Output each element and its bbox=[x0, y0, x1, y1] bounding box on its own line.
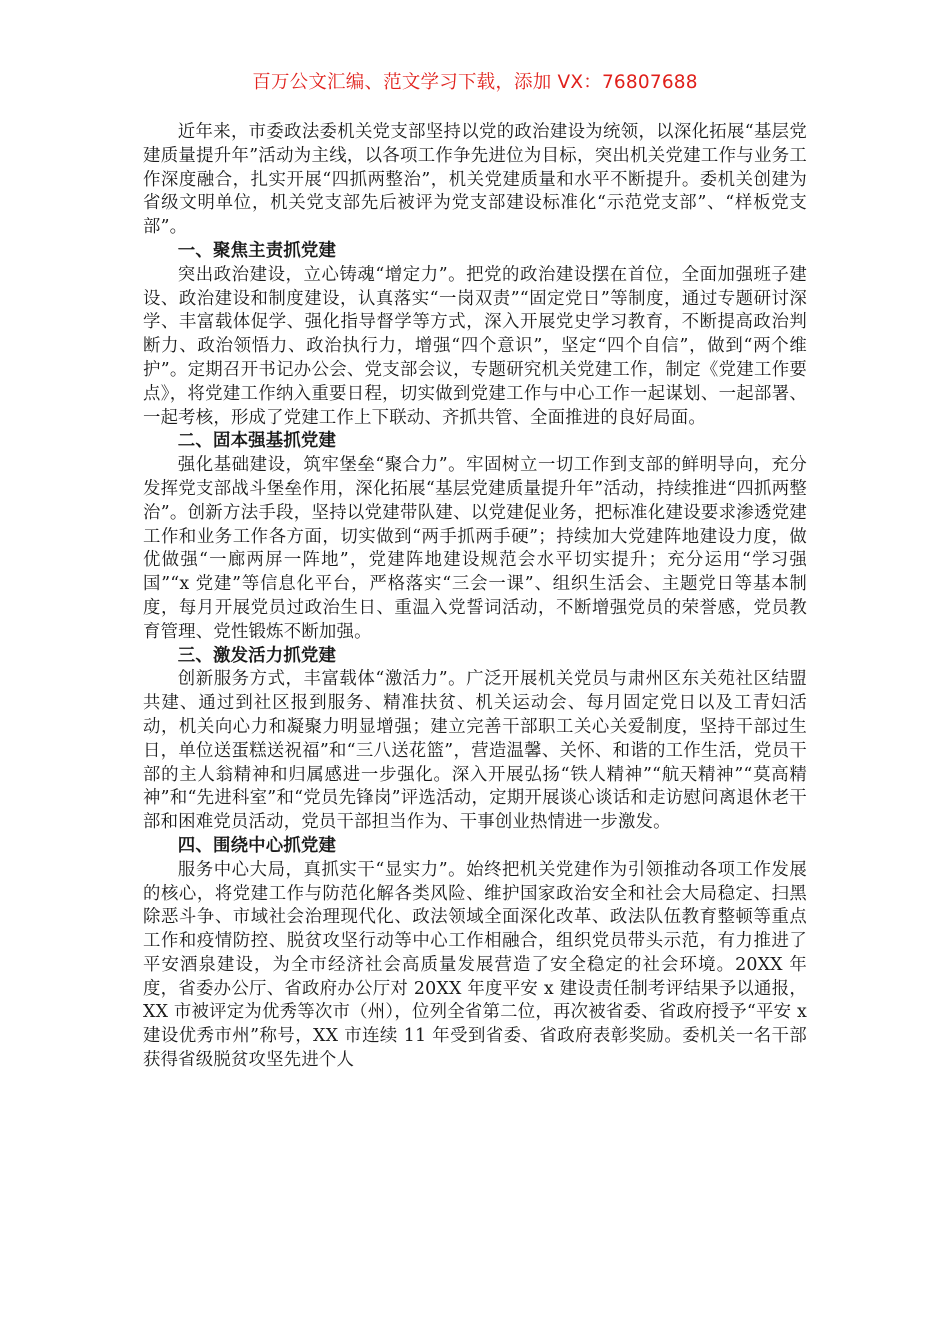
intro-paragraph: 近年来，市委政法委机关党支部坚持以党的政治建设为统领，以深化拓展“基层党建质量提升年”活动为主线，以各项工作争先进位为目标，突出机关党建工作与业务工作深度融合，扎实开展“四抓两整治”，机关党建质量和水平不断提升。委机关创建为省级文明单位，机关党支部先后被评为党支部建设标准化“示范党支部”、“样板党支部”。 bbox=[143, 122, 807, 238]
download-banner: 百万公文汇编、范文学习下载，添加 VX：76807688 bbox=[252, 72, 698, 93]
section-paragraph-4: 服务中心大局，真抓实干“显实力”。始终把机关党建作为引领推动各项工作发展的核心，将党建工作与防范化解各类风险、维护国家政治安全和社会大局稳定、扫黑除恶斗争、市域社会治理现代化、政法领域全面深化改革、政法队伍教育整顿等重点工作和疫情防控、脱贫攻坚行动等中心工作相融合，组织党员带头示范，有力推进了平安酒泉建设，为全市经济社会高质量发展营造了安全稳定的社会环境。20XX 年度，省委办公厅、省政府办公厅对 20XX 年度平安 x 建设责任制考评结果予以通报，XX 市被评定为优秀等次市（州），位列全省第二位，再次被省委、省政府授予“平安 x 建设优秀市州”称号，XX 市连续 11 年受到省委、省政府表彰奖励。委机关一名干部获得省级脱贫攻坚先进个人 bbox=[143, 859, 807, 1071]
article-body bbox=[143, 121, 807, 1073]
section-heading-4: 四、围绕中心抓党建 bbox=[177, 835, 337, 856]
section-heading-3: 三、激发活力抓党建 bbox=[177, 645, 337, 666]
section-paragraph-3: 创新服务方式，丰富载体“激活力”。广泛开展机关党员与肃州区东关苑社区结盟共建、通过到社区报到服务、精准扶贫、机关运动会、每月固定党日以及工青妇活动，机关向心力和凝聚力明显增强；建立完善干部职工关心关爱制度，坚持干部过生日，单位送蛋糕送祝福”和“三八送花篮”，营造温馨、关怀、和谐的工作生活，党员干部的主人翁精神和归属感进一步强化。深入开展弘扬“铁人精神”“航天精神”“莫高精神”和“先进科室”和“党员先锋岗”评选活动，定期开展谈心谈话和走访慰问离退休老干部和困难党员活动，党员干部担当作为、干事创业热情进一步激发。 bbox=[143, 669, 807, 833]
section-heading-2: 二、固本强基抓党建 bbox=[177, 431, 337, 452]
section-paragraph-2: 强化基础建设，筑牢堡垒“聚合力”。牢固树立一切工作到支部的鲜明导向，充分发挥党支部战斗堡垒作用，深化拓展“基层党建质量提升年”活动，持续推进“四抓两整治”。创新方法手段，坚持以党建带队建、以党建促业务，把标准化建设要求渗透党建工作和业务工作各方面，切实做到“两手抓两手硬”；持续加大党建阵地建设力度，做优做强“一廊两屏一阵地”，党建阵地建设规范会水平切实提升；充分运用“学习强国”“x 党建”等信息化平台，严格落实“三会一课”、组织生活会、主题党日等基本制度，每月开展党员过政治生日、重温入党誓词活动，不断增强党员的荣誉感，党员教育管理、党性锻炼不断加强。 bbox=[143, 455, 807, 642]
section-heading-1: 一、聚焦主责抓党建 bbox=[177, 240, 337, 261]
section-paragraph-1: 突出政治建设，立心铸魂“增定力”。把党的政治建设摆在首位，全面加强班子建设、政治建设和制度建设，认真落实“一岗双责”“固定党日”等制度，通过专题研讨深学、丰富载体促学、强化指导督学等方式，深入开展党史学习教育，不断提高政治判断力、政治领悟力、政治执行力，增强“四个意识”，坚定“四个自信”，做到“两个维护”。定期召开书记办公会、党支部会议，专题研究机关党建工作，制定《党建工作要点》，将党建工作纳入重要日程，切实做到党建工作与中心工作一起谋划、一起部署、一起考核，形成了党建工作上下联动、齐抓共管、全面推进的良好局面。 bbox=[143, 264, 807, 428]
